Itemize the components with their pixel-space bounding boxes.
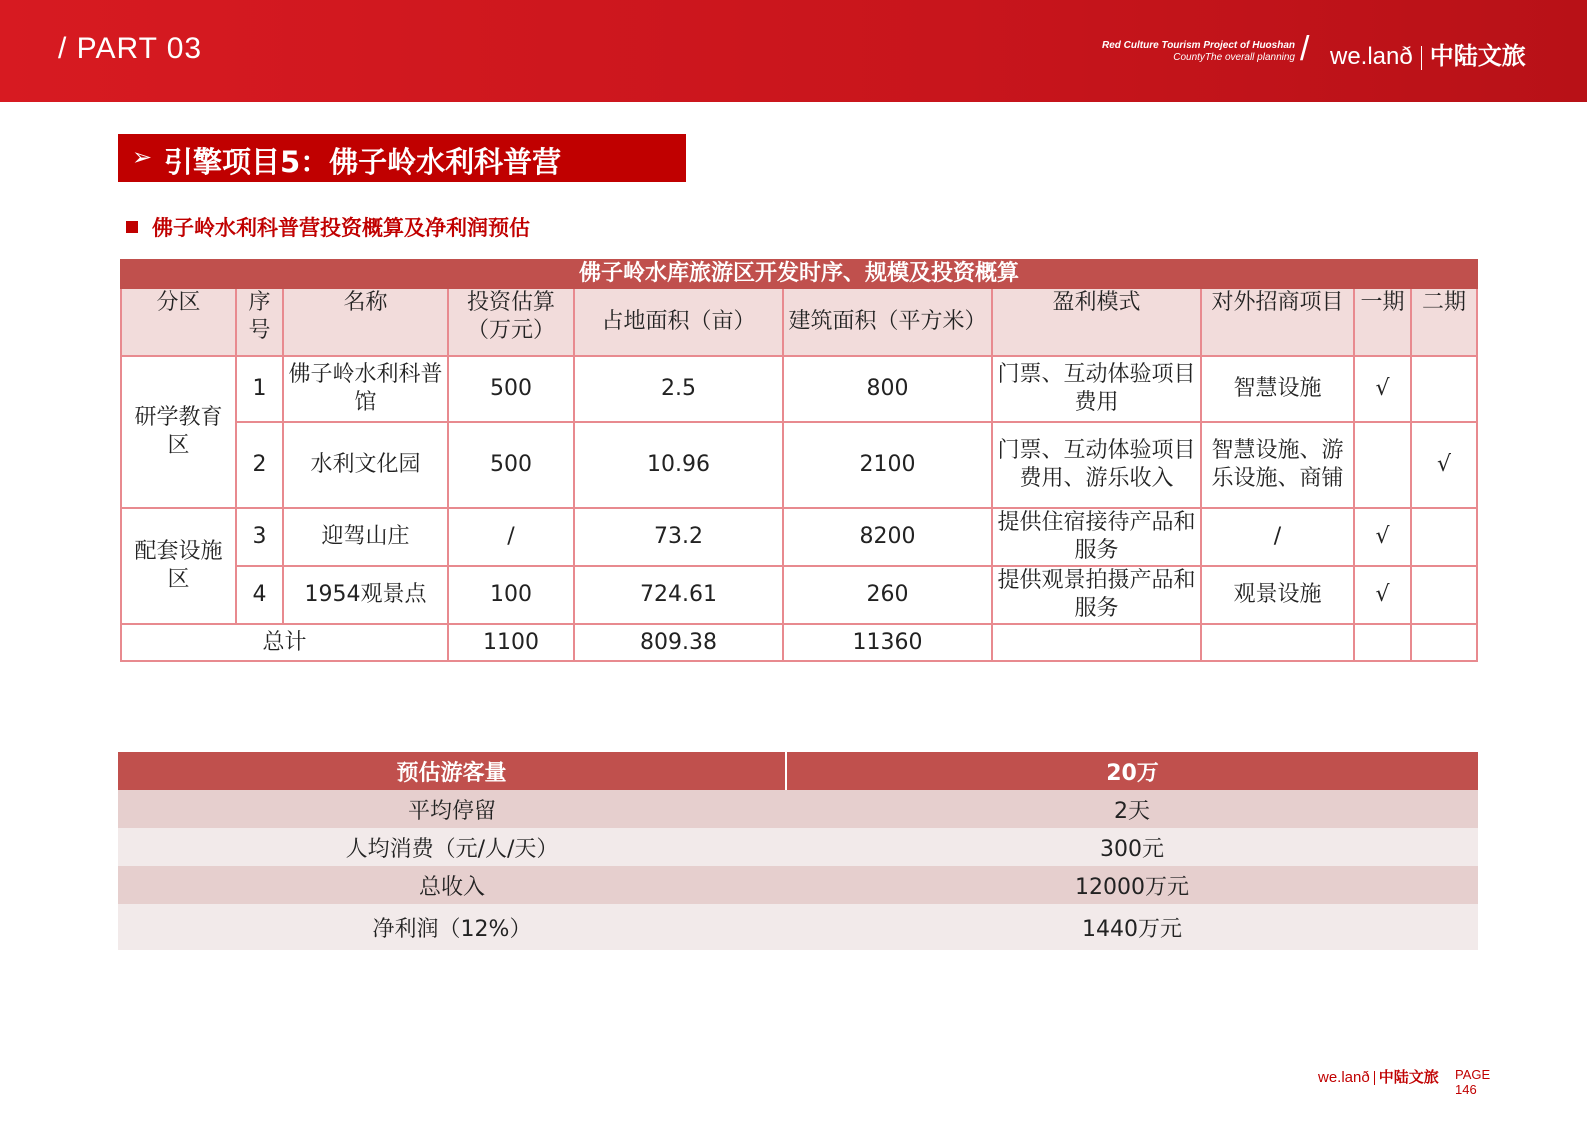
- kpi-row: [118, 866, 1478, 904]
- header-zone: 分区: [121, 288, 236, 356]
- cell-merchant: 观景设施: [1201, 566, 1354, 624]
- header-merchant: 对外招商项目: [1201, 288, 1354, 356]
- section-title: 引擎项目5：佛子岭水利科普营: [164, 145, 562, 179]
- kpi-label: 总收入: [118, 866, 786, 904]
- square-bullet-icon: [126, 221, 138, 233]
- header-phase2: 二期: [1411, 288, 1477, 356]
- header-name: 名称: [283, 288, 448, 356]
- cell-no: 3: [236, 508, 283, 566]
- total-land: 809.38: [574, 624, 783, 661]
- table-row: [121, 356, 1477, 422]
- cell-invest: 500: [448, 356, 574, 422]
- cell-building: 8200: [783, 508, 992, 566]
- cell-name: 佛子岭水利科普馆: [283, 356, 448, 422]
- cell-merchant: 智慧设施、游乐设施、商铺: [1201, 422, 1354, 508]
- cell-phase2: [1411, 508, 1477, 566]
- cell-invest: 100: [448, 566, 574, 624]
- logo-divider: [1374, 1071, 1375, 1085]
- cell-merchant: 智慧设施: [1201, 356, 1354, 422]
- header-logo-en: we.lanð: [1330, 43, 1413, 70]
- cell-phase2: [1411, 566, 1477, 624]
- cell-building: 2100: [783, 422, 992, 508]
- cell-profit: 门票、互动体验项目费用: [992, 356, 1201, 422]
- page-number-value: 146: [1455, 1082, 1477, 1097]
- profit-estimate-table: [118, 752, 1478, 950]
- footer-logo: [1318, 1066, 1439, 1087]
- total-empty: [992, 624, 1201, 661]
- table-header-row: [121, 288, 1477, 356]
- cell-no: 1: [236, 356, 283, 422]
- cell-building: 260: [783, 566, 992, 624]
- header-logo: [1330, 36, 1526, 71]
- footer-logo-cn: 中陆文旅: [1378, 1069, 1439, 1086]
- cell-invest: 500: [448, 422, 574, 508]
- cell-phase1: √: [1354, 356, 1411, 422]
- arrow-icon: ➢: [132, 143, 153, 171]
- kpi-label: 预估游客量: [118, 752, 786, 790]
- cell-land: 10.96: [574, 422, 783, 508]
- kpi-value: 12000万元: [786, 866, 1478, 904]
- kpi-label: 人均消费（元/人/天）: [118, 828, 786, 866]
- header-slash: /: [1300, 30, 1310, 68]
- section-subtitle: [126, 212, 530, 242]
- header-no: 序号: [236, 288, 283, 356]
- kpi-label: 平均停留: [118, 790, 786, 828]
- table-row: [121, 422, 1477, 508]
- kpi-value: 2天: [786, 790, 1478, 828]
- zone-cell: 研学教育区: [121, 356, 236, 508]
- kpi-row: [118, 904, 1478, 950]
- cell-profit: 提供观景拍摄产品和服务: [992, 566, 1201, 624]
- header-subtitle-line2: CountyThe overall planning: [1173, 52, 1295, 63]
- cell-phase2: [1411, 356, 1477, 422]
- cell-invest: /: [448, 508, 574, 566]
- total-row: [121, 624, 1477, 661]
- kpi-row: [118, 790, 1478, 828]
- table-row: [121, 508, 1477, 566]
- table-row: [121, 566, 1477, 624]
- total-empty: [1354, 624, 1411, 661]
- header-subtitle: [1102, 40, 1295, 64]
- table-caption: 佛子岭水库旅游区开发时序、规模及投资概算: [121, 260, 1477, 288]
- cell-phase1: √: [1354, 508, 1411, 566]
- cell-land: 724.61: [574, 566, 783, 624]
- header-profit: 盈利模式: [992, 288, 1201, 356]
- investment-table: [120, 259, 1478, 662]
- header-land: 占地面积（亩）: [574, 288, 783, 356]
- header-building: 建筑面积（平方米）: [783, 288, 992, 356]
- section-subtitle-text: 佛子岭水利科普营投资概算及净利润预估: [152, 216, 530, 240]
- kpi-label: 净利润（12%）: [118, 904, 786, 950]
- cell-building: 800: [783, 356, 992, 422]
- page-header: [0, 0, 1587, 102]
- total-label: 总计: [121, 624, 448, 661]
- header-logo-cn: 中陆文旅: [1429, 43, 1526, 70]
- kpi-header-row: [118, 752, 1478, 790]
- cell-profit: 门票、互动体验项目费用、游乐收入: [992, 422, 1201, 508]
- header-phase1: 一期: [1354, 288, 1411, 356]
- cell-land: 2.5: [574, 356, 783, 422]
- footer-logo-en: we.lanð: [1318, 1069, 1370, 1086]
- total-building: 11360: [783, 624, 992, 661]
- zone-cell: 配套设施区: [121, 508, 236, 624]
- cell-phase1: [1354, 422, 1411, 508]
- cell-no: 2: [236, 422, 283, 508]
- cell-no: 4: [236, 566, 283, 624]
- cell-phase1: √: [1354, 566, 1411, 624]
- kpi-value: 300元: [786, 828, 1478, 866]
- cell-name: 迎驾山庄: [283, 508, 448, 566]
- kpi-value: 20万: [786, 752, 1478, 790]
- page-number: [1455, 1067, 1490, 1097]
- part-label: / PART 03: [58, 32, 203, 65]
- header-subtitle-line1: Red Culture Tourism Project of Huoshan: [1102, 40, 1295, 51]
- total-empty: [1201, 624, 1354, 661]
- cell-profit: 提供住宿接待产品和服务: [992, 508, 1201, 566]
- cell-phase2: √: [1411, 422, 1477, 508]
- cell-land: 73.2: [574, 508, 783, 566]
- cell-name: 1954观景点: [283, 566, 448, 624]
- total-empty: [1411, 624, 1477, 661]
- cell-name: 水利文化园: [283, 422, 448, 508]
- cell-merchant: /: [1201, 508, 1354, 566]
- kpi-row: [118, 828, 1478, 866]
- total-invest: 1100: [448, 624, 574, 661]
- kpi-value: 1440万元: [786, 904, 1478, 950]
- logo-divider: [1421, 46, 1422, 70]
- section-title-bar: [118, 134, 686, 182]
- header-invest: 投资估算（万元）: [448, 288, 574, 356]
- page-label: PAGE: [1455, 1067, 1491, 1082]
